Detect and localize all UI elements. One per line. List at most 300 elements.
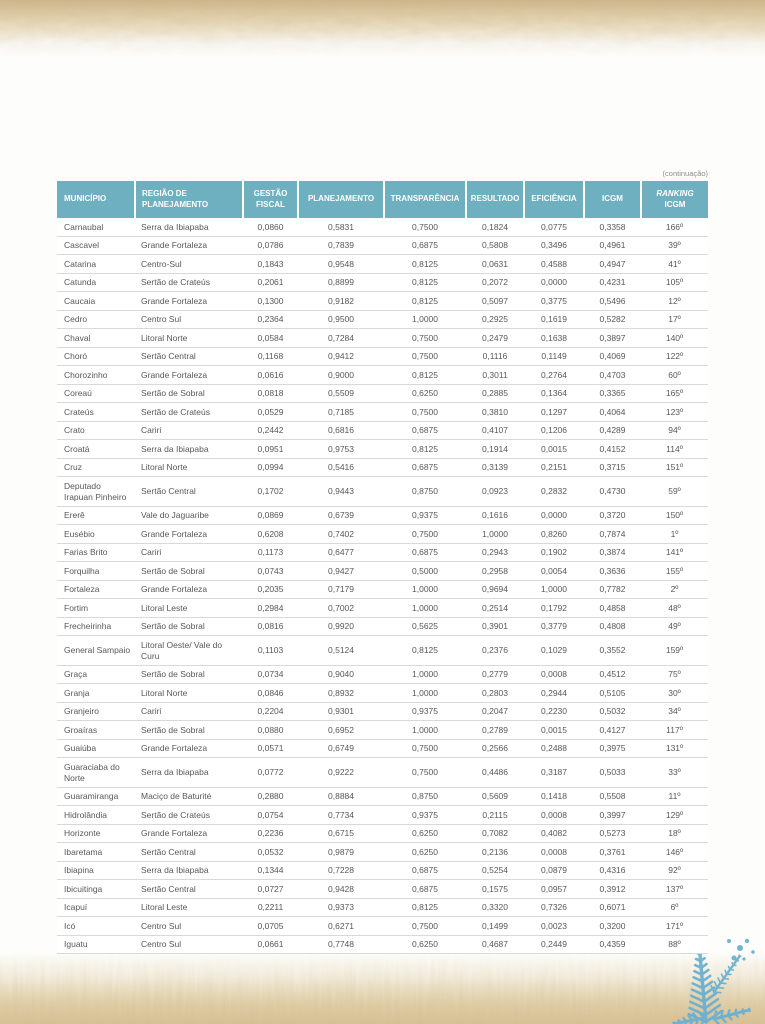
cell-ranking-icgm: 159º (641, 636, 708, 666)
cell-planejamento: 0,7185 (298, 403, 384, 422)
column-header-icgm: ICGM (584, 181, 641, 218)
cell-regiao-de-planejamento: Serra da Ibiapaba (135, 218, 243, 236)
table-row (57, 880, 708, 899)
cell-ranking-icgm: 41º (641, 255, 708, 274)
cell-eficiencia: 0,1792 (524, 599, 584, 618)
table-row (57, 843, 708, 862)
cell-eficiencia: 0,2832 (524, 477, 584, 507)
cell-gestao-fiscal: 0,1843 (243, 255, 298, 274)
column-header-municipio: MUNICÍPIO (57, 181, 135, 218)
cell-eficiencia: 0,2488 (524, 739, 584, 758)
table-row (57, 806, 708, 825)
cell-regiao-de-planejamento: Litoral Leste (135, 599, 243, 618)
cell-municipio: Horizonte (57, 824, 135, 843)
cell-ranking-icgm: 39º (641, 236, 708, 255)
cell-planejamento: 0,6715 (298, 824, 384, 843)
cell-icgm: 0,4359 (584, 935, 641, 954)
cell-transparencia: 1,0000 (384, 310, 466, 329)
cell-transparencia: 1,0000 (384, 599, 466, 618)
cell-icgm: 0,3358 (584, 218, 641, 236)
cell-transparencia: 0,8125 (384, 255, 466, 274)
cell-transparencia: 0,6875 (384, 543, 466, 562)
cell-resultado: 0,3320 (466, 898, 524, 917)
cell-eficiencia: 0,0000 (524, 273, 584, 292)
table-row (57, 458, 708, 477)
cell-planejamento: 0,8932 (298, 684, 384, 703)
table-row (57, 310, 708, 329)
cell-municipio: Caucaia (57, 292, 135, 311)
cell-transparencia: 0,9375 (384, 702, 466, 721)
cell-transparencia: 0,7500 (384, 525, 466, 544)
cell-regiao-de-planejamento: Sertão Central (135, 347, 243, 366)
table-row (57, 329, 708, 348)
cell-municipio: Catunda (57, 273, 135, 292)
cell-regiao-de-planejamento: Sertão Central (135, 880, 243, 899)
cell-resultado: 0,7082 (466, 824, 524, 843)
cell-icgm: 0,3552 (584, 636, 641, 666)
cell-ranking-icgm: 59º (641, 477, 708, 507)
cell-gestao-fiscal: 0,0529 (243, 403, 298, 422)
cell-eficiencia: 0,7326 (524, 898, 584, 917)
icgm-table (57, 181, 708, 954)
cell-municipio: Cedro (57, 310, 135, 329)
cell-eficiencia: 0,0008 (524, 843, 584, 862)
table-row (57, 506, 708, 525)
cell-transparencia: 1,0000 (384, 721, 466, 740)
cell-regiao-de-planejamento: Sertão de Sobral (135, 384, 243, 403)
cell-regiao-de-planejamento: Serra da Ibiapaba (135, 861, 243, 880)
cell-eficiencia: 0,1206 (524, 421, 584, 440)
cell-municipio: Icó (57, 917, 135, 936)
table-row (57, 787, 708, 806)
cell-gestao-fiscal: 0,0734 (243, 665, 298, 684)
cell-resultado: 0,2779 (466, 665, 524, 684)
cell-gestao-fiscal: 0,2442 (243, 421, 298, 440)
cell-transparencia: 0,6250 (384, 384, 466, 403)
cell-planejamento: 0,9040 (298, 665, 384, 684)
table-row (57, 935, 708, 954)
cell-planejamento: 0,7002 (298, 599, 384, 618)
cell-municipio: Hidrolândia (57, 806, 135, 825)
cell-regiao-de-planejamento: Litoral Norte (135, 684, 243, 703)
cell-eficiencia: 0,1364 (524, 384, 584, 403)
cell-gestao-fiscal: 0,0727 (243, 880, 298, 899)
cell-transparencia: 0,5625 (384, 617, 466, 636)
cell-gestao-fiscal: 0,0869 (243, 506, 298, 525)
column-header-transparencia: TRANSPARÊNCIA (384, 181, 466, 218)
cell-regiao-de-planejamento: Grande Fortaleza (135, 525, 243, 544)
cell-resultado: 0,2925 (466, 310, 524, 329)
column-header-resultado: RESULTADO (466, 181, 524, 218)
cell-gestao-fiscal: 0,2880 (243, 787, 298, 806)
cell-resultado: 0,1499 (466, 917, 524, 936)
cell-icgm: 0,3636 (584, 562, 641, 581)
cell-regiao-de-planejamento: Centro Sul (135, 935, 243, 954)
cell-ranking-icgm: 88º (641, 935, 708, 954)
cell-municipio: Choró (57, 347, 135, 366)
cell-ranking-icgm: 94º (641, 421, 708, 440)
cell-planejamento: 0,9500 (298, 310, 384, 329)
cell-ranking-icgm: 48º (641, 599, 708, 618)
cell-regiao-de-planejamento: Litoral Leste (135, 898, 243, 917)
cell-icgm: 0,3997 (584, 806, 641, 825)
cell-regiao-de-planejamento: Grande Fortaleza (135, 366, 243, 385)
cell-planejamento: 0,6739 (298, 506, 384, 525)
table-row (57, 861, 708, 880)
table-row (57, 636, 708, 666)
table-row (57, 702, 708, 721)
cell-planejamento: 0,9753 (298, 440, 384, 459)
cell-municipio: Fortaleza (57, 580, 135, 599)
cell-municipio: Crateús (57, 403, 135, 422)
cell-eficiencia: 0,0957 (524, 880, 584, 899)
cell-transparencia: 0,7500 (384, 739, 466, 758)
cell-gestao-fiscal: 0,0786 (243, 236, 298, 255)
cell-icgm: 0,4064 (584, 403, 641, 422)
cell-icgm: 0,3975 (584, 739, 641, 758)
cell-municipio: Catarina (57, 255, 135, 274)
cell-planejamento: 0,5416 (298, 458, 384, 477)
cell-transparencia: 0,9375 (384, 506, 466, 525)
cell-planejamento: 0,7179 (298, 580, 384, 599)
cell-municipio: Groaíras (57, 721, 135, 740)
cell-gestao-fiscal: 0,6208 (243, 525, 298, 544)
cell-municipio: Eusébio (57, 525, 135, 544)
cell-municipio: Ibicuitinga (57, 880, 135, 899)
cell-ranking-icgm: 75º (641, 665, 708, 684)
cell-municipio: Icapuí (57, 898, 135, 917)
table-row (57, 366, 708, 385)
cell-eficiencia: 0,1418 (524, 787, 584, 806)
cell-regiao-de-planejamento: Cariri (135, 543, 243, 562)
cell-icgm: 0,7782 (584, 580, 641, 599)
cell-resultado: 0,2943 (466, 543, 524, 562)
cell-gestao-fiscal: 0,0880 (243, 721, 298, 740)
cell-icgm: 0,5105 (584, 684, 641, 703)
cell-planejamento: 0,8899 (298, 273, 384, 292)
cell-transparencia: 0,6875 (384, 861, 466, 880)
cell-planejamento: 0,9412 (298, 347, 384, 366)
cell-transparencia: 1,0000 (384, 684, 466, 703)
cell-resultado: 0,5097 (466, 292, 524, 311)
cell-municipio: Granja (57, 684, 135, 703)
cell-regiao-de-planejamento: Grande Fortaleza (135, 739, 243, 758)
cell-gestao-fiscal: 0,1300 (243, 292, 298, 311)
column-header-regiao-de-planejamento: REGIÃO DE PLANEJAMENTO (135, 181, 243, 218)
cell-municipio: Croatá (57, 440, 135, 459)
cell-regiao-de-planejamento: Litoral Oeste/ Vale do Curu (135, 636, 243, 666)
cell-eficiencia: 0,1902 (524, 543, 584, 562)
cell-regiao-de-planejamento: Sertão Central (135, 477, 243, 507)
cell-ranking-icgm: 60º (641, 366, 708, 385)
cell-resultado: 0,1914 (466, 440, 524, 459)
cell-municipio: Cascavel (57, 236, 135, 255)
cell-eficiencia: 0,2764 (524, 366, 584, 385)
cell-gestao-fiscal: 0,2984 (243, 599, 298, 618)
cell-resultado: 0,2047 (466, 702, 524, 721)
cell-eficiencia: 0,1638 (524, 329, 584, 348)
cell-resultado: 0,2885 (466, 384, 524, 403)
cell-icgm: 0,3874 (584, 543, 641, 562)
cell-regiao-de-planejamento: Cariri (135, 702, 243, 721)
column-header-eficiencia: EFICIÊNCIA (524, 181, 584, 218)
cell-ranking-icgm: 114º (641, 440, 708, 459)
cell-icgm: 0,5282 (584, 310, 641, 329)
cell-transparencia: 0,6875 (384, 880, 466, 899)
table-row (57, 721, 708, 740)
cell-planejamento: 0,6271 (298, 917, 384, 936)
table-row (57, 255, 708, 274)
cell-icgm: 0,4947 (584, 255, 641, 274)
table-row (57, 758, 708, 788)
cell-gestao-fiscal: 0,0571 (243, 739, 298, 758)
cell-gestao-fiscal: 0,0772 (243, 758, 298, 788)
cell-gestao-fiscal: 0,1168 (243, 347, 298, 366)
cell-regiao-de-planejamento: Vale do Jaguaribe (135, 506, 243, 525)
cell-icgm: 0,3897 (584, 329, 641, 348)
cell-icgm: 0,5508 (584, 787, 641, 806)
cell-ranking-icgm: 33º (641, 758, 708, 788)
cell-planejamento: 0,7284 (298, 329, 384, 348)
cell-ranking-icgm: 6º (641, 898, 708, 917)
cell-regiao-de-planejamento: Grande Fortaleza (135, 292, 243, 311)
cell-resultado: 0,1824 (466, 218, 524, 236)
table-row (57, 898, 708, 917)
cell-planejamento: 0,9548 (298, 255, 384, 274)
cell-regiao-de-planejamento: Sertão de Crateús (135, 806, 243, 825)
cell-municipio: Chaval (57, 329, 135, 348)
cell-resultado: 0,1116 (466, 347, 524, 366)
cell-resultado: 1,0000 (466, 525, 524, 544)
cell-planejamento: 0,7402 (298, 525, 384, 544)
cell-eficiencia: 0,0015 (524, 440, 584, 459)
paper-texture-top (0, 0, 765, 58)
cell-eficiencia: 0,3187 (524, 758, 584, 788)
cell-transparencia: 0,7500 (384, 329, 466, 348)
cell-icgm: 0,4858 (584, 599, 641, 618)
cell-eficiencia: 0,0015 (524, 721, 584, 740)
cell-icgm: 0,5033 (584, 758, 641, 788)
cell-transparencia: 0,8125 (384, 273, 466, 292)
table-row (57, 739, 708, 758)
cell-regiao-de-planejamento: Serra da Ibiapaba (135, 440, 243, 459)
cell-planejamento: 0,6749 (298, 739, 384, 758)
cell-eficiencia: 0,2944 (524, 684, 584, 703)
cell-municipio: Carnaubal (57, 218, 135, 236)
cell-transparencia: 0,6875 (384, 458, 466, 477)
column-header-ranking-icgm: RANKING ICGM (641, 181, 708, 218)
cell-ranking-icgm: 165º (641, 384, 708, 403)
cell-icgm: 0,4152 (584, 440, 641, 459)
cell-municipio: Forquilha (57, 562, 135, 581)
cell-icgm: 0,4961 (584, 236, 641, 255)
cell-regiao-de-planejamento: Sertão de Sobral (135, 721, 243, 740)
cell-ranking-icgm: 2º (641, 580, 708, 599)
cell-resultado: 0,2514 (466, 599, 524, 618)
cell-regiao-de-planejamento: Sertão Central (135, 843, 243, 862)
cell-regiao-de-planejamento: Grande Fortaleza (135, 824, 243, 843)
cell-ranking-icgm: 30º (641, 684, 708, 703)
table-row (57, 384, 708, 403)
cell-eficiencia: 0,4588 (524, 255, 584, 274)
cell-municipio: Ibiapina (57, 861, 135, 880)
cell-icgm: 0,4069 (584, 347, 641, 366)
table-row (57, 617, 708, 636)
cell-transparencia: 0,5000 (384, 562, 466, 581)
cell-icgm: 0,3912 (584, 880, 641, 899)
cell-transparencia: 0,7500 (384, 347, 466, 366)
cell-eficiencia: 0,1619 (524, 310, 584, 329)
cell-resultado: 0,2479 (466, 329, 524, 348)
cell-planejamento: 0,9920 (298, 617, 384, 636)
cell-eficiencia: 0,1149 (524, 347, 584, 366)
cell-gestao-fiscal: 0,2236 (243, 824, 298, 843)
cell-transparencia: 0,8125 (384, 366, 466, 385)
cell-ranking-icgm: 34º (641, 702, 708, 721)
cell-icgm: 0,3720 (584, 506, 641, 525)
cell-ranking-icgm: 49º (641, 617, 708, 636)
cell-transparencia: 0,9375 (384, 806, 466, 825)
cell-municipio: Fortim (57, 599, 135, 618)
cell-gestao-fiscal: 0,1702 (243, 477, 298, 507)
cell-icgm: 0,3715 (584, 458, 641, 477)
cell-gestao-fiscal: 0,1344 (243, 861, 298, 880)
cell-ranking-icgm: 155º (641, 562, 708, 581)
table-row (57, 292, 708, 311)
cell-eficiencia: 0,1297 (524, 403, 584, 422)
cell-eficiencia: 0,1029 (524, 636, 584, 666)
cell-ranking-icgm: 117º (641, 721, 708, 740)
cell-planejamento: 0,9222 (298, 758, 384, 788)
table-row (57, 684, 708, 703)
cell-gestao-fiscal: 0,0616 (243, 366, 298, 385)
cell-gestao-fiscal: 0,2211 (243, 898, 298, 917)
cell-ranking-icgm: 141º (641, 543, 708, 562)
cell-icgm: 0,3200 (584, 917, 641, 936)
cell-ranking-icgm: 105º (641, 273, 708, 292)
cell-gestao-fiscal: 0,0532 (243, 843, 298, 862)
cell-planejamento: 0,6816 (298, 421, 384, 440)
cell-transparencia: 0,6250 (384, 935, 466, 954)
cell-icgm: 0,4512 (584, 665, 641, 684)
cell-transparencia: 0,6875 (384, 421, 466, 440)
cell-eficiencia: 0,4082 (524, 824, 584, 843)
cell-ranking-icgm: 171º (641, 917, 708, 936)
cell-ranking-icgm: 140º (641, 329, 708, 348)
cell-planejamento: 0,7734 (298, 806, 384, 825)
cell-resultado: 0,3810 (466, 403, 524, 422)
cell-regiao-de-planejamento: Centro Sul (135, 917, 243, 936)
table-row (57, 347, 708, 366)
cell-icgm: 0,4316 (584, 861, 641, 880)
cell-resultado: 0,3901 (466, 617, 524, 636)
cell-resultado: 0,5254 (466, 861, 524, 880)
cell-planejamento: 0,5124 (298, 636, 384, 666)
cell-planejamento: 0,7228 (298, 861, 384, 880)
cell-transparencia: 0,7500 (384, 403, 466, 422)
cell-resultado: 0,2566 (466, 739, 524, 758)
table-header-row (57, 181, 708, 218)
cell-eficiencia: 1,0000 (524, 580, 584, 599)
cell-resultado: 0,2115 (466, 806, 524, 825)
cell-municipio: Frecheirinha (57, 617, 135, 636)
continuation-label: (continuação) (662, 169, 708, 178)
cell-eficiencia: 0,3775 (524, 292, 584, 311)
cell-ranking-icgm: 146º (641, 843, 708, 862)
cell-transparencia: 0,8750 (384, 477, 466, 507)
cell-planejamento: 0,9879 (298, 843, 384, 862)
cell-municipio: Cruz (57, 458, 135, 477)
cell-gestao-fiscal: 0,0705 (243, 917, 298, 936)
cell-gestao-fiscal: 0,2035 (243, 580, 298, 599)
table-row (57, 236, 708, 255)
cell-planejamento: 0,9427 (298, 562, 384, 581)
cell-eficiencia: 0,8260 (524, 525, 584, 544)
cell-eficiencia: 0,0054 (524, 562, 584, 581)
cell-transparencia: 1,0000 (384, 580, 466, 599)
cell-icgm: 0,4127 (584, 721, 641, 740)
cell-gestao-fiscal: 0,0846 (243, 684, 298, 703)
cell-transparencia: 0,8125 (384, 636, 466, 666)
cell-resultado: 0,4486 (466, 758, 524, 788)
cell-resultado: 0,1575 (466, 880, 524, 899)
table-row (57, 562, 708, 581)
cell-ranking-icgm: 150º (641, 506, 708, 525)
cell-transparencia: 0,8750 (384, 787, 466, 806)
cell-ranking-icgm: 92º (641, 861, 708, 880)
cell-regiao-de-planejamento: Sertão de Sobral (135, 562, 243, 581)
cell-resultado: 0,9694 (466, 580, 524, 599)
column-header-gestao-fiscal: GESTÃO FISCAL (243, 181, 298, 218)
table-row (57, 917, 708, 936)
cell-eficiencia: 0,2230 (524, 702, 584, 721)
cell-icgm: 0,5496 (584, 292, 641, 311)
cell-regiao-de-planejamento: Centro Sul (135, 310, 243, 329)
cell-regiao-de-planejamento: Sertão de Sobral (135, 617, 243, 636)
cell-gestao-fiscal: 0,1173 (243, 543, 298, 562)
cell-eficiencia: 0,0775 (524, 218, 584, 236)
cell-municipio: Granjeiro (57, 702, 135, 721)
cell-icgm: 0,4231 (584, 273, 641, 292)
cell-municipio: Guaiúba (57, 739, 135, 758)
cell-regiao-de-planejamento: Cariri (135, 421, 243, 440)
cell-eficiencia: 0,0000 (524, 506, 584, 525)
cell-gestao-fiscal: 0,0754 (243, 806, 298, 825)
cell-municipio: Deputado Irapuan Pinheiro (57, 477, 135, 507)
cell-gestao-fiscal: 0,2204 (243, 702, 298, 721)
cell-icgm: 0,4703 (584, 366, 641, 385)
cell-regiao-de-planejamento: Maciço de Baturité (135, 787, 243, 806)
table-row (57, 477, 708, 507)
cell-planejamento: 0,9182 (298, 292, 384, 311)
cell-planejamento: 0,9373 (298, 898, 384, 917)
cell-eficiencia: 0,3496 (524, 236, 584, 255)
cell-icgm: 0,4808 (584, 617, 641, 636)
cell-transparencia: 0,7500 (384, 917, 466, 936)
table-row (57, 403, 708, 422)
cell-municipio: Chorozinho (57, 366, 135, 385)
cell-resultado: 0,3011 (466, 366, 524, 385)
cell-municipio: Ibaretama (57, 843, 135, 862)
table-row (57, 580, 708, 599)
cell-regiao-de-planejamento: Litoral Norte (135, 329, 243, 348)
cell-municipio: Iguatu (57, 935, 135, 954)
cell-resultado: 0,0923 (466, 477, 524, 507)
cell-municipio: Guaraciaba do Norte (57, 758, 135, 788)
cell-planejamento: 0,7748 (298, 935, 384, 954)
cell-icgm: 0,7874 (584, 525, 641, 544)
cell-ranking-icgm: 18º (641, 824, 708, 843)
